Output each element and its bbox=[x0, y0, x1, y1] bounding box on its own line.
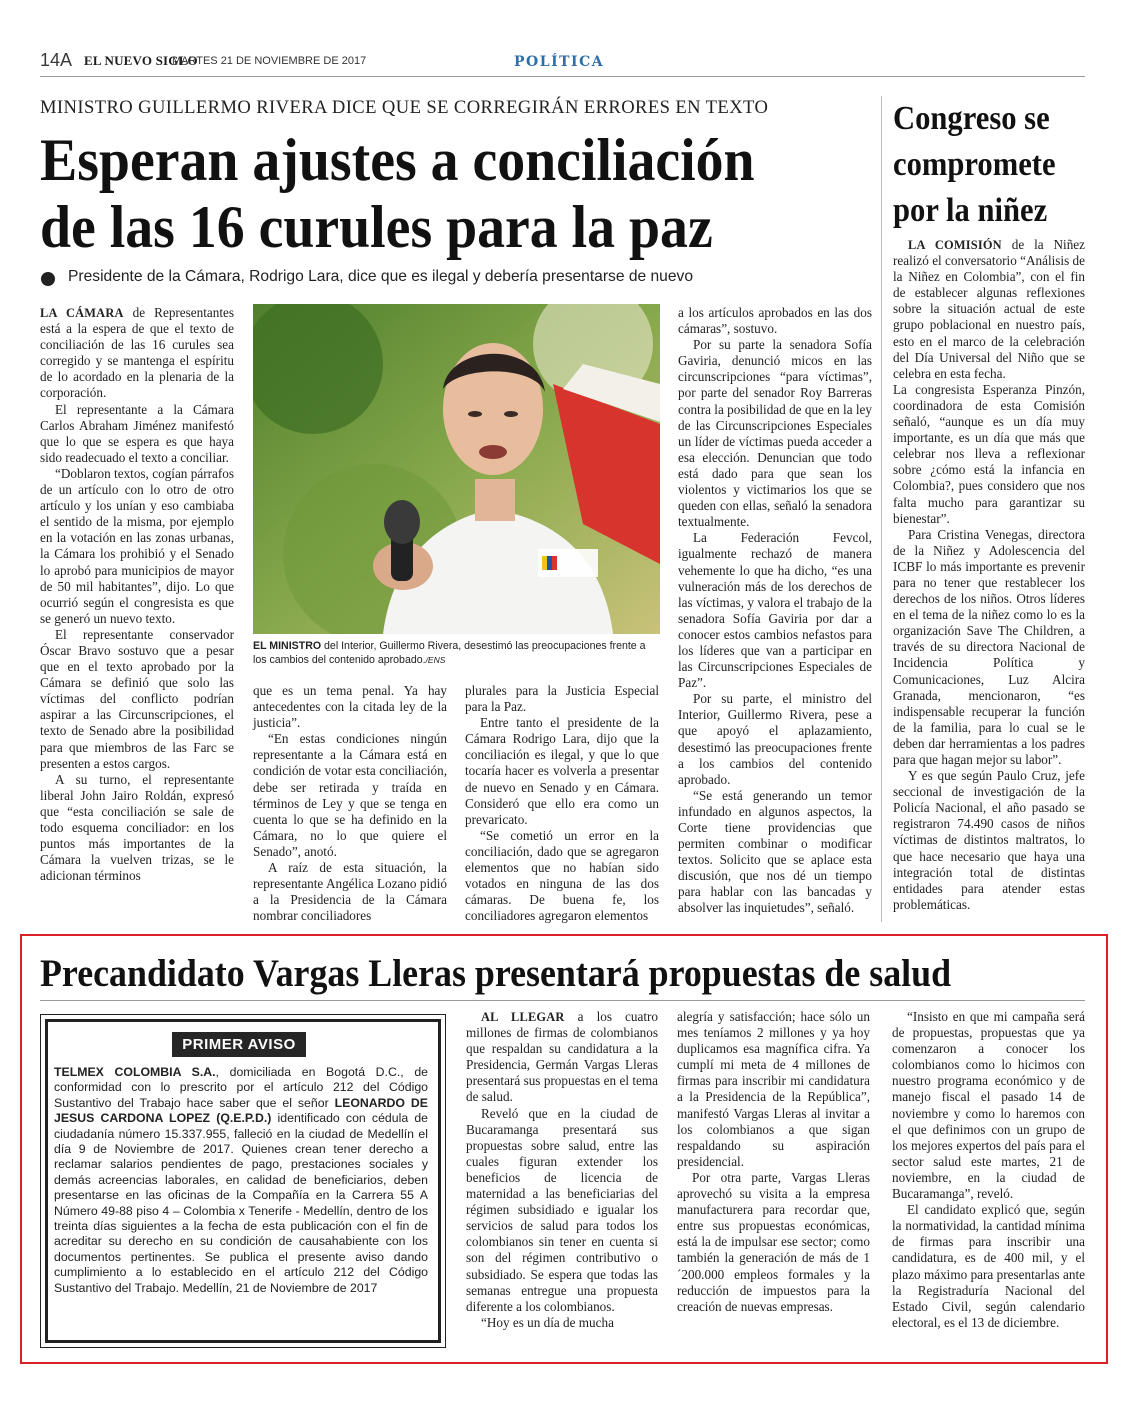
section-label: POLÍTICA bbox=[514, 54, 605, 70]
paragraph: “Doblaron textos, cogían párrafos de un artículo con lo otro de otro artículo y los unían y eso cambiaba el sentido de la misma, por ejemplo en la votación en las zonas urbanas, la Cámara los prohibió y el Senado lo aprobó para municipios de mayor de 50 mil habitantes”, dijo. Lo que ocurrió según el congresista es que se generó un nuevo texto. bbox=[40, 465, 234, 626]
paragraph: plurales para la Justicia Especial para la Paz. bbox=[465, 683, 659, 715]
paragraph-text: a los cuatro millones de firmas de colombianos que respaldan su candidatura a la Presidencia, Germán Vargas Lleras presentará sus propuestas en el tema de salud. bbox=[466, 1009, 658, 1105]
paragraph-text: de Representantes está a la espera de que el texto de conciliación de las 16 curules sea corregido y se mantenga el espíritu de lo acordado en la plenaria de la corporación. bbox=[40, 305, 234, 401]
main-column-4 bbox=[678, 305, 872, 917]
paragraph: a los artículos aprobados en las dos cámaras”, sostuvo. bbox=[678, 305, 872, 337]
legal-notice bbox=[40, 1014, 446, 1348]
lead-in: LA CÁMARA bbox=[40, 306, 124, 320]
paragraph: El representante a la Cámara Carlos Abraham Jiménez manifestó que lo que se espera es que haya sido readecuado el texto a conciliar. bbox=[40, 401, 234, 465]
photo-image bbox=[253, 304, 660, 634]
bottom-headline: Precandidato Vargas Lleras presentará propuestas de salud bbox=[40, 952, 952, 995]
sidebar-column bbox=[893, 237, 1085, 913]
bullet-icon bbox=[41, 272, 55, 286]
sidebar-divider bbox=[881, 96, 882, 922]
paragraph: La Federación Fevcol, igualmente rechazó de manera vehemente lo que ha dicho, “es una vulneración más de los derechos de las víctimas, y valora el trabajo de la senadora Sofía Gaviria por dar a conocer estos cambios nefastos para los líderes que van a participar en las Circunscripciones Especiales de Paz”. bbox=[678, 530, 872, 691]
bottom-divider bbox=[40, 1000, 1085, 1001]
main-column-1 bbox=[40, 305, 234, 884]
paragraph: Para Cristina Venegas, directora de la Niñez y Adolescencia del ICBF lo más importante es prevenir para no tener que restablecer los derechos de los niños. Otros líderes en el tema de la niñez como lo es la organización Save The Children, a través de su directora Nacional de Incidencia Política y Comunicaciones, Luz Alcira Granada, mencionaron, “es indispensable recuperar la función de la familia, para lo cual se le deben dar herramientas a los padres para que hagan mejor su labor”. bbox=[893, 526, 1085, 767]
paragraph: A raíz de esta situación, la representante Angélica Lozano pidió a la Presidencia de la Cámara nombrar conciliadores bbox=[253, 860, 447, 924]
notice-person: LEONARDO DE JESUS CARDONA LOPEZ (Q.E.P.D.) bbox=[54, 1095, 428, 1126]
page-number: 14A bbox=[40, 50, 73, 70]
lead-in: LA COMISIÓN bbox=[908, 238, 1002, 252]
caption-text: del Interior, Guillermo Rivera, desestimó las preocupaciones frente a los cambios del contenido aprobado. bbox=[253, 640, 646, 666]
notice-title: PRIMER AVISO bbox=[172, 1032, 306, 1057]
caption-lead: EL MINISTRO bbox=[253, 640, 322, 652]
bottom-column-1 bbox=[466, 1009, 658, 1331]
main-subheadline: Presidente de la Cámara, Rodrigo Lara, dice que es ilegal y debería presentarse de nuevo bbox=[68, 268, 693, 285]
notice-body bbox=[54, 1065, 428, 1296]
notice-text: identificado con cédula de ciudadanía número 15.337.955, falleció en la ciudad de Medellín el día 9 de Noviembre de 2017. Quienes crean tener derecho a reclamar salarios pendientes de pago, prestaciones sociales y demás acreencias laborales, en calidad de beneficiarios, deben presentarse en las oficinas de la Compañía en la Carrera 55 A Número 49-88 piso 4 – Colombia x Tenerife - Medellín, dentro de los treinta días siguientes a la fecha de esta publicación con el fin de acreditar su derecho en su condición de causahabiente con los documentos pertinentes. Se publica el presente aviso dando cumplimiento a lo establecido en el artículo 212 del Código Sustantivo del Trabajo. Medellín, 21 de Noviembre de 2017 bbox=[54, 1111, 429, 1295]
paragraph: alegría y satisfacción; hace sólo un mes teníamos 2 millones y ya hoy duplicamos esa magnífica cifra. Ya cumplí mi meta de 4 millones de firmas para inscribir mi candidatura a la Presidencia de la República”, manifestó Vargas Lleras al invitar a los colombianos a que sigan respaldando su aspiración presidencial. bbox=[677, 1009, 870, 1169]
paragraph: “Se cometió un error en la conciliación, dado que se agregaron elementos que no habían sido votados en ninguna de las dos cámaras. De buena fe, los conciliadores agregaron elementos bbox=[465, 827, 659, 924]
sidebar-headline: Congreso se compromete por la niñez bbox=[893, 100, 1056, 229]
paragraph: Por su parte, el ministro del Interior, Guillermo Rivera, pese a que apoyó el aplazamiento, desestimó las preocupaciones frente a los cambios del contenido aprobado. bbox=[678, 691, 872, 787]
notice-company: TELMEX COLOMBIA S.A. bbox=[54, 1065, 216, 1079]
main-column-3 bbox=[465, 683, 659, 924]
notice-text: , domiciliada en Bogotá D.C., de conformidad con lo prescrito por el artículo 212 del Código Sustantivo del Trabajo hace saber que el señor bbox=[54, 1065, 428, 1110]
paragraph bbox=[40, 305, 234, 402]
paragraph: que es un tema penal. Ya hay antecedentes con la citada ley de la justicia”. bbox=[253, 683, 447, 731]
paragraph: Entre tanto el presidente de la Cámara Rodrigo Lara, dijo que la conciliación es ilegal, y que lo que tocaría hacer es volverla a presentar de nuevo en Senado y en Cámara. Consideró que ello era como un prevaricato. bbox=[465, 715, 659, 827]
paragraph: “Hoy es un día de mucha bbox=[481, 1314, 614, 1330]
paragraph bbox=[893, 237, 1085, 382]
bottom-column-2 bbox=[677, 1009, 870, 1315]
bottom-column-3 bbox=[892, 1009, 1085, 1331]
main-kicker: MINISTRO GUILLERMO RIVERA DICE QUE SE CORREGIRÁN ERRORES EN TEXTO bbox=[40, 97, 769, 118]
paragraph: Y es que según Paulo Cruz, jefe seccional de investigación de la Policía Nacional, el año pasado se registraron 74.490 casos de niños víctimas de distintos maltratos, lo que hace necesario que haya una integración total de distintas entidades para atender estas problemáticas. bbox=[893, 768, 1085, 912]
lead-in: AL LLEGAR bbox=[481, 1010, 565, 1024]
photo-caption bbox=[253, 640, 658, 667]
paragraph: A su turno, el representante liberal John Jairo Roldán, expresó que “esta conciliación se sale de todo esquema conciliador: en los puntos más importantes de la Cámara la vuelven trizas, se le adicionan términos bbox=[40, 771, 234, 884]
paragraph: El candidato explicó que, según la normatividad, la cantidad mínima de firmas para inscribir una candidatura, es de 400 mil, y el plazo máximo para presentarlas ante la Registraduría Nacional del Estado Civil, según calendario electoral, es el 13 de diciembre. bbox=[892, 1202, 1085, 1330]
paragraph: La congresista Esperanza Pinzón, coordinadora de esta Comisión señaló, “aunque es un día muy importante, es un día que más que celebrar nos lleva a reflexionar sobre ¿cómo está la infancia en Colombia?, pues considero que nos falta mucho para garantizar su bienestar”. bbox=[893, 381, 1085, 526]
newspaper-name: EL NUEVO SIGLO bbox=[84, 53, 198, 68]
paragraph: “En estas condiciones ningún representante a la Cámara está en condición de votar esta conciliación, debe ser retirada y traída en términos de Ley y que se tenga en cuenta lo que se ha definido en la Cámara, no lo que quiere el Senado”, anotó. bbox=[253, 731, 447, 859]
photo-minister bbox=[253, 304, 660, 634]
issue-date: MARTES 21 DE NOVIEMBRE DE 2017 bbox=[172, 55, 367, 67]
paragraph: “Se está generando un temor infundado en algunos aspectos, la Corte tiene providencias que permiten combinar o modificar textos. Solicito que se aplace esta discusión, que nos dé un tiempo para hablar con las bancadas y absolver las inquietudes”, señaló. bbox=[678, 787, 872, 916]
photo-credit: /ENS bbox=[425, 654, 446, 665]
paragraph: El representante conservador Óscar Bravo sostuvo que a pesar que en el texto aprobado por la Cámara se definió que solo las víctimas del conflicto podrían aspirar a las Circunscripciones, el texto de Senado abre la posibilidad para que miembros de las Farc se presenten a estos cargos. bbox=[40, 626, 234, 771]
paragraph: Por otra parte, Vargas Lleras aprovechó su visita a la empresa manufacturera para recordar que, entre sus propuestas económicas, está la de impulsar ese sector; como también la generación de más de 1´200.000 empleos formales y la reducción de impuestos para la creación de nuevas empresas. bbox=[677, 1169, 870, 1314]
paragraph: “Insisto en que mi campaña será de propuestas, propuestas que ya comenzaron a conocer los colombianos como lo hicimos con nuestro programa económico y de manejo fiscal el pasado 14 de noviembre y como lo haremos con el que definimos con un grupo de los mejores expertos del país para el sector salud este martes, 21 de noviembre, en la ciudad de Bucaramanga”, reveló. bbox=[892, 1009, 1085, 1202]
paragraph-text: de la Niñez realizó el conversatorio “Análisis de la Niñez en Colombia”, con el fin de establecer algunas reflexiones sobre la situación actual de este grupo poblacional en nuestro país, esto en el marco de la celebración del Día Universal del Niño que se celebra en esta fecha. bbox=[893, 237, 1086, 381]
paragraph: Por su parte la senadora Sofía Gaviria, denunció micos en las circunscripciones “para víctimas”, por parte del senador Roy Barreras contra la posibilidad de que en la ley de las Circunscripciones Especiales un líder de víctimas pueda acceder a esa elección. Denuncian que todo está dado para que sean los violentos y victimarios los que se queden con ellas, señaló la senadora textualmente. bbox=[678, 337, 872, 530]
paragraph bbox=[466, 1009, 658, 1106]
main-column-2 bbox=[253, 683, 447, 924]
paragraph: Reveló que en la ciudad de Bucaramanga presentará sus propuestas sobre salud, entre las cuales figuran extender los beneficios de licencia de maternidad a las beneficiarias del régimen subsidiado e igualar los servicios de salud para todos los colombianos sin tener en cuenta si son del régimen contributivo o subsidiado. Se espera que todas las semanas entregue una propuesta diferente a los colombianos. bbox=[466, 1105, 658, 1314]
main-headline: Esperan ajustes a conciliación de las 16 curules para la paz bbox=[40, 127, 755, 260]
header-divider bbox=[40, 76, 1085, 77]
